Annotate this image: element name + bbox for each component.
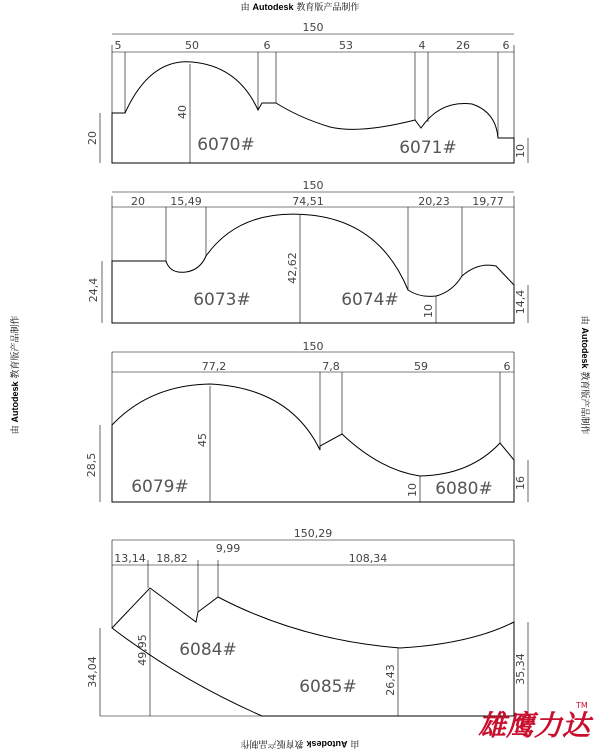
profile-2-shape [112,214,514,323]
dim-total-width: 150 [302,340,324,353]
dim-height: 10 [422,304,435,318]
dim-segment: 4 [418,39,426,52]
dim-segment: 20,23 [418,195,450,208]
dim-height: 20 [86,131,99,145]
dim-segment: 18,82 [156,552,188,565]
dim-segment: 26 [456,39,470,52]
dim-height: 16 [514,476,527,490]
dim-segment: 77,2 [201,360,227,373]
dim-segment: 6 [263,39,271,52]
part-number: 6080# [435,479,493,499]
watermark-brand: Autodesk [306,739,348,749]
watermark-brand: Autodesk [252,2,294,12]
part-number: 6079# [131,477,189,497]
dim-height: 40 [176,105,189,119]
dim-total-width: 150 [302,179,324,192]
profile-6084-6085 [86,527,528,716]
dim-height: 10 [514,144,527,158]
watermark-suffix: 教育版产品制作 [579,371,589,435]
dim-height: 24,4 [87,277,100,303]
dim-total-width: 150,29 [293,527,333,540]
dim-segment: 59 [414,360,428,373]
brand-logo [478,701,594,742]
part-number: 6073# [193,290,251,310]
watermark-suffix: 教育版产品制作 [11,315,21,379]
dim-height: 28,5 [85,452,98,478]
dim-segment: 53 [339,39,353,52]
dim-segment: 6 [503,360,511,373]
part-number: 6074# [341,290,399,310]
watermark-prefix: 由 [579,315,589,325]
part-number: 6084# [179,640,237,660]
dim-height: 49,95 [136,634,149,666]
profile-6079-6080 [85,340,528,502]
dim-height: 34,04 [86,656,99,688]
dim-segment: 6 [502,39,510,52]
part-number: 6070# [197,135,255,155]
watermark-brand: Autodesk [580,327,590,369]
dim-height: 45 [196,433,209,447]
watermark-brand: Autodesk [10,381,20,423]
part-number: 6085# [299,677,357,697]
part-number: 6071# [399,138,457,158]
dim-segment: 5 [114,39,122,52]
dim-segment: 19,77 [472,195,504,208]
logo-text: 雄鹰力达 [478,709,591,742]
dim-total-width: 150 [302,21,324,34]
watermark-suffix: 教育版产品制作 [296,3,360,13]
dim-segment: 50 [185,39,199,52]
watermark-suffix: 教育版产品制作 [240,738,304,748]
logo-trademark: TM [576,701,588,710]
watermark-prefix: 由 [350,738,360,748]
dim-segment: 20 [131,195,145,208]
dim-segment: 13,14 [114,552,146,565]
dim-height: 42,62 [286,252,299,284]
dim-height: 26,43 [384,664,397,696]
dim-segment: 15,49 [170,195,202,208]
watermark-prefix: 由 [240,3,250,13]
profile-6070-6071 [86,21,528,163]
dim-segment: 108,34 [348,552,388,565]
dim-segment: 7,8 [322,360,340,373]
dim-height: 10 [406,483,419,497]
dim-segment: 9,99 [215,542,241,555]
dim-segment: 74,51 [292,195,324,208]
profile-6073-6074 [87,179,528,323]
dim-height: 35,34 [514,653,527,685]
dim-height: 14,4 [514,289,527,315]
watermark-prefix: 由 [11,425,21,435]
